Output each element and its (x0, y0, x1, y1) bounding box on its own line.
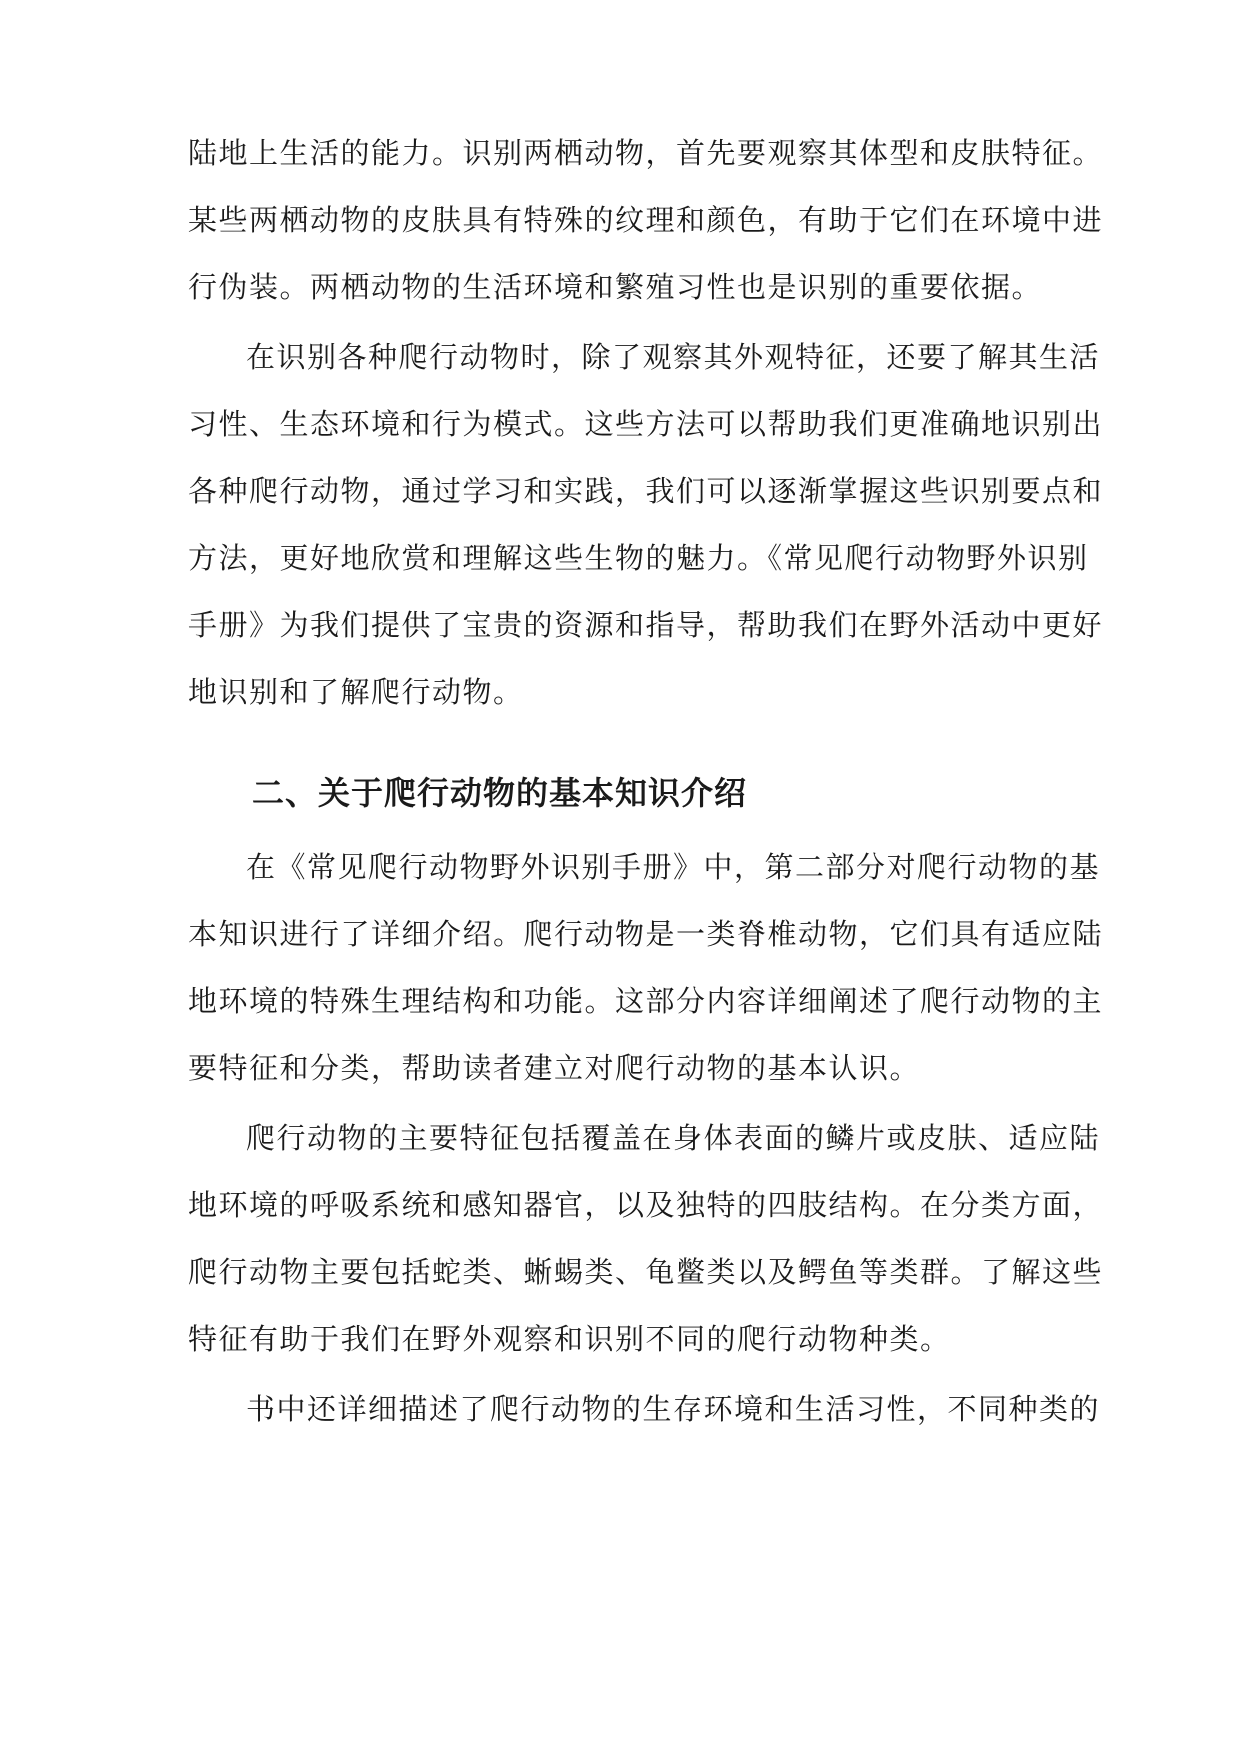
text-line: 爬行动物主要包括蛇类、蜥蜴类、龟鳖类以及鳄鱼等类群。了解这些 (188, 1255, 1104, 1289)
text-line: 各种爬行动物，通过学习和实践，我们可以逐渐掌握这些识别要点和 (188, 474, 1104, 508)
text-line: 在识别各种爬行动物时，除了观察其外观特征，还要了解其生活 (246, 340, 1101, 374)
text-line: 陆地上生活的能力。识别两栖动物，首先要观察其体型和皮肤特征。 (188, 136, 1104, 170)
text-line: 地识别和了解爬行动物。 (188, 675, 524, 709)
section-heading: 二、关于爬行动物的基本知识介绍 (252, 774, 748, 812)
text-line: 要特征和分类，帮助读者建立对爬行动物的基本认识。 (188, 1051, 921, 1085)
text-line: 某些两栖动物的皮肤具有特殊的纹理和颜色，有助于它们在环境中进 (188, 203, 1104, 237)
text-line: 地环境的特殊生理结构和功能。这部分内容详细阐述了爬行动物的主 (188, 984, 1104, 1018)
text-line: 本知识进行了详细介绍。爬行动物是一类脊椎动物，它们具有适应陆 (188, 917, 1104, 951)
text-line: 在《常见爬行动物野外识别手册》中，第二部分对爬行动物的基 (246, 850, 1101, 884)
text-line: 特征有助于我们在野外观察和识别不同的爬行动物种类。 (188, 1322, 951, 1356)
text-line: 行伪装。两栖动物的生活环境和繁殖习性也是识别的重要依据。 (188, 270, 1043, 304)
text-line: 爬行动物的主要特征包括覆盖在身体表面的鳞片或皮肤、适应陆 (246, 1121, 1101, 1155)
text-line: 方法，更好地欣赏和理解这些生物的魅力。《常见爬行动物野外识别 (188, 541, 1089, 575)
text-line: 手册》为我们提供了宝贵的资源和指导，帮助我们在野外活动中更好 (188, 608, 1104, 642)
text-line: 地环境的呼吸系统和感知器官，以及独特的四肢结构。在分类方面， (188, 1188, 1104, 1222)
text-line: 书中还详细描述了爬行动物的生存环境和生活习性，不同种类的 (246, 1392, 1101, 1426)
text-line: 习性、生态环境和行为模式。这些方法可以帮助我们更准确地识别出 (188, 407, 1104, 441)
